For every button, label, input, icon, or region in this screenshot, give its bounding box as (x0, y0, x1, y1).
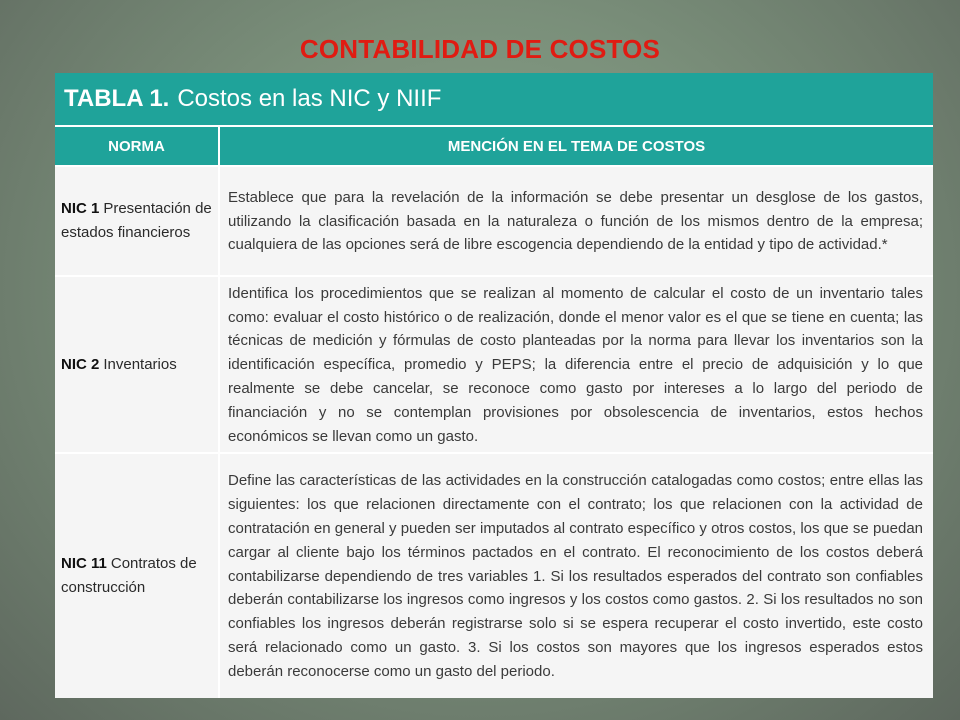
mencion-cell (220, 277, 933, 452)
mencion-cell (220, 167, 933, 275)
mencion-cell (220, 454, 933, 698)
norma-name: Inventarios (103, 355, 177, 373)
column-header-mencion: MENCIÓN EN EL TEMA DE COSTOS (447, 137, 706, 155)
norma-cell (55, 167, 220, 275)
norma-cell (55, 277, 220, 452)
norma-name: Presentación de estados financieros (61, 200, 212, 241)
norma-code: NIC 1 (61, 200, 100, 217)
table-row (55, 452, 933, 698)
table-heading (55, 73, 933, 125)
mencion-text: Establece que para la revelación de la información se debe presentar un desglose de los gastos, utilizando la clasificación basada en la naturaleza o función de los mismos dentro de la empresa; cualquiera de las opciones será de libre escogencia dependiendo de la entidad y tipo de actividad.* (228, 188, 923, 254)
norma-name: Contratos de construcción (61, 555, 197, 596)
mencion-text: Identifica los procedimientos que se realizan al momento de calcular el costo de un inventario tales como: evaluar el costo histórico o de realización, donde el menor valor es el que se tiene en cuenta; las técnicas de medición y fórmulas de costo planteadas por la norma para llevar los inventarios son la identificación específica, promedio y PEPS; la diferencia entre el precio de adquisición y lo que realmente se debe cancelar, se reconoce como gasto por intereses a lo largo del periodo de financiación y no se contemplan provisiones por obsolescencia de inventarios, estos hechos económicos se llevan como un gasto. (228, 284, 923, 445)
table-header-row (55, 125, 933, 165)
table-row (55, 275, 933, 452)
slide-title: CONTABILIDAD DE COSTOS (299, 34, 661, 64)
table-heading-label: TABLA 1. (64, 85, 170, 112)
column-header-norma: NORMA (55, 127, 220, 165)
norma-code: NIC 2 (61, 355, 100, 373)
mencion-text: Define las características de las actividades en la construcción catalogadas como costos; entre ellas las siguientes: los que relacionen directamente con el contrato; los que relacionen con la actividad de contratación en general y pueden ser imputados al contrato específico y otros costos, los que se puedan cargar al cliente bajo los términos pactados en el contrato. El reconocimiento de los costos deberá contabilizarse dependiendo de tres variables 1. Si los resultados esperados del contrato son confiables deberán contabilizarse los ingresos como ingresos y los costos como gastos. 2. Si los resultados no son confiables los ingresos deberán registrarse solo si se espera recuperar el costo invertido, este costo será relacionado como un gasto. 3. Si los costos son mayores que los ingresos esperados estos deberán reconocerse como un gasto del periodo. (228, 472, 923, 680)
table-heading-text: Costos en las NIC y NIIF (177, 85, 442, 112)
costs-table (55, 73, 933, 698)
norma-cell (55, 454, 220, 698)
table-row (55, 165, 933, 275)
norma-code: NIC 11 (61, 555, 107, 572)
